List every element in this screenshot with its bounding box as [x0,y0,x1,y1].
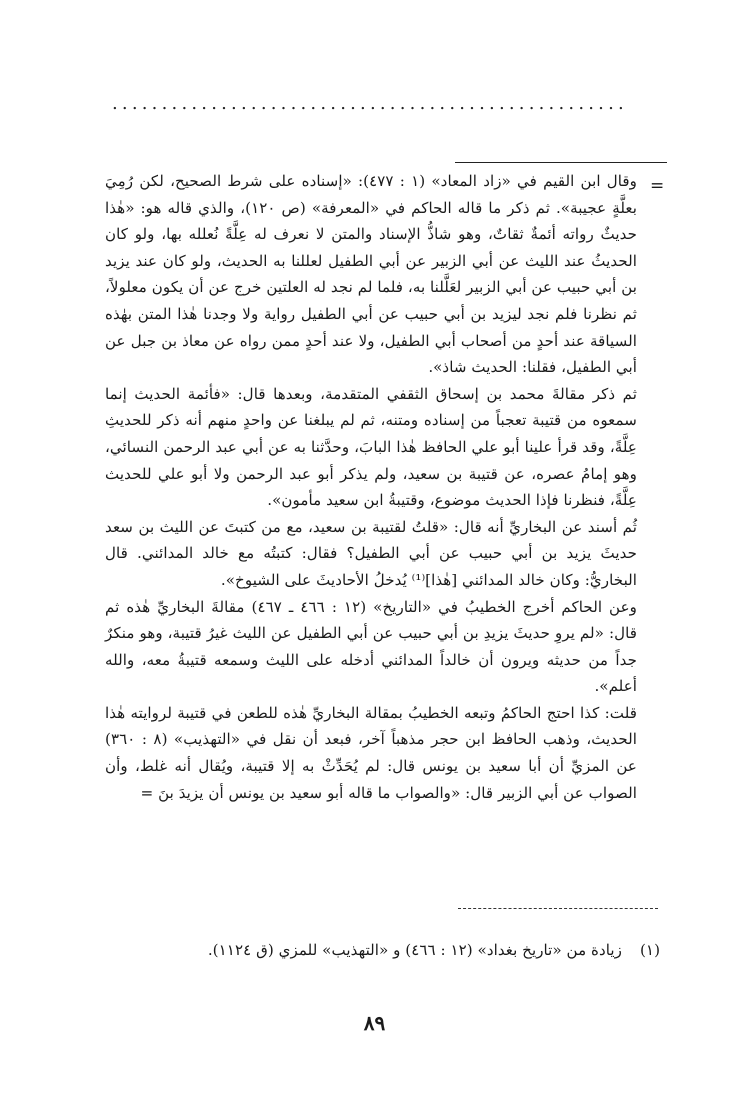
paragraph-hakim-ishaq: ثم ذكر مقالةَ محمد بن إسحاق الثقفي المتقدمة، وبعدها قال: «فأئمة الحديث إنما سمعوه من قتيبة تعجباً من إسناده ومتنه، ثم لم يبلغنا عن واحدٍ منهم أنه ذكر للحديثِ عِلَّةً، وقد قرأ علينا أبو علي الحافظ هٰذا البابَ، وحدَّثنا به عن أبي عبد الرحمن النسائي، وهو إمامُ عصره، عن قتيبة بن سعيد، ولم يذكر أبو عبد الرحمن ولا أبو علي للحديث عِلَّةً، فنظرنا فإذا الحديث موضوع، وقتيبةُ ابن سعيد مأمون». [105,384,637,510]
paragraph-khatib: وعن الحاكم أخرج الخطيبُ في «التاريخ» (١٢ : ٤٦٦ ـ ٤٦٧) مقالةَ البخاريِّ هٰذه ثم قال: «لم يروِ حديثَ يزيدِ بن أبي حبيب عن أبي الطفيل عن الليث غيرُ قتيبة، وهو منكرٌ جداً من حديثه ويرون أن خالداً المدائني أدخله على الليث وسمعه قتيبةُ معه، والله أعلم». [105,597,637,696]
paragraph-bukhari: ثُم أسند عن البخاريِّ أنه قال: «قلتُ لقتيبة بن سعيد، مع من كتبتَ عن الليث بن سعد حديثَ يزيد بن أبي حبيب عن أبي الطفيل؟ فقال: كتبتُه مع خالد المدائني. قال البخاريُّ: وكان خالد المدائني [هٰذا]⁽¹⁾ يُدخلُ الأحاديثَ على الشيوخ». [105,517,637,589]
footnote-text: زيادة من «تاريخ بغداد» (١٢ : ٤٦٦) و «التهذيب» للمزي (ق ١١٢٤). [207,941,622,959]
header-dotted-rule: .................................................... [112,96,628,112]
footnote-separator [458,908,658,909]
footnote [160,938,660,962]
continuation-mark: = [650,176,665,196]
paragraph-author-note [105,700,637,806]
paragraph-ibn-alqayyim: وقال ابن القيم في «زاد المعاد» (١ : ٤٧٧): «إسناده على شرط الصحيح، لكن رُمِيَ بعلَّةٍ عجيبة». ثم ذكر ما قاله الحاكم في «المعرفة» (ص ١٢٠)، والذي قاله هو: «هٰذا حديثٌ رواته أئمةٌ ثقاتٌ، وهو شاذُّ الإسناد والمتن لا نعرف له عِلَّةً نُعلله بها، ولو كان الحديثُ عند الليث عن أبي الزبير عن أبي الطفيل لعللنا به الحديث، ولو كان عند يزيد بن أبي حبيب عن أبي الزبير لعَلَّلنا به، فلما لم نجد له العلتين خرج عن أن يكون معلولاً، ثم نظرنا فلم نجد ليزيد بن أبي حبيب عن أبي الطفيل رواية ولا وجدنا هٰذا المتن بهٰذه السياقة عند أحدٍ من أصحاب أبي الطفيل، ولا عند أحدٍ ممن رواه عن معاذ بن جبل عن أبي الطفيل، فقلنا: الحديث شاذ». [105,172,638,377]
main-text-block [105,168,637,806]
continuation-end-mark: = [140,783,154,802]
top-footnote-continuation-rule [455,162,667,163]
footnote-number: (١) [639,941,660,959]
page-number: ٨٩ [363,1011,386,1035]
paragraph-author-note-text: قلت: كذا احتج الحاكمُ وتبعه الخطيبُ بمقالة البخاريِّ هٰذه للطعن في قتيبة لروايته هٰذا الحديث، وذهب الحافظ ابن حجر مذهباً آخر، فبعد أن نقل في «التهذيب» (٨ : ٣٦٠) عن المزيِّ أن أبا سعيد بن يونس قال: لم يُحَدِّثْ به إلا قتيبة، ويُقال أنه غلط، وأن الصواب عن أبي الزبير قال: «والصواب ما قاله أبو سعيد بن يونس أن يزيدَ بنَ [105,703,637,802]
